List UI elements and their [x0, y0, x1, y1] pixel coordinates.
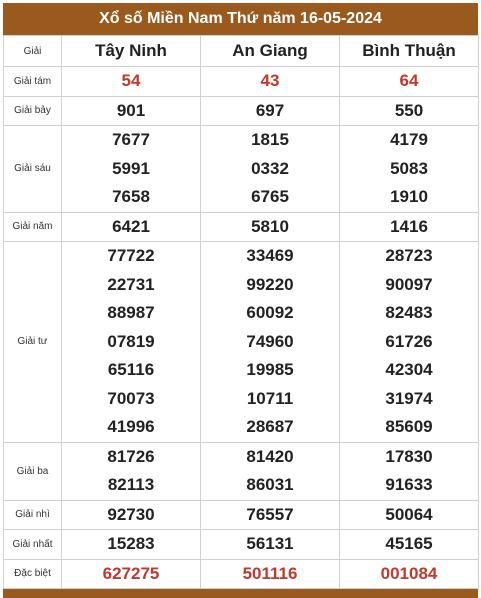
result-number: 22731 — [107, 274, 155, 294]
result-number: 10711 — [246, 388, 294, 408]
result-cell — [201, 500, 340, 530]
result-cell — [340, 242, 479, 443]
result-number: 81420 — [246, 446, 294, 466]
result-number: 31974 — [385, 388, 433, 408]
prize-column-header: Giải — [4, 36, 62, 67]
province-header-tay-ninh: Tây Ninh — [62, 36, 201, 67]
result-number: 627275 — [102, 563, 160, 583]
result-cell — [340, 67, 479, 97]
prize-rows — [4, 67, 479, 589]
result-number: 0332 — [251, 158, 289, 178]
result-number: 91633 — [385, 475, 433, 494]
result-cell — [201, 96, 340, 126]
result-number: 54 — [121, 71, 141, 90]
prize-row — [4, 500, 479, 530]
prize-row — [4, 96, 479, 126]
result-cell — [62, 559, 201, 589]
result-cell — [62, 242, 201, 443]
result-number: 17830 — [385, 446, 433, 466]
prize-row — [4, 530, 479, 560]
result-cell — [62, 212, 201, 242]
result-number: 65116 — [107, 360, 155, 379]
result-cell — [62, 67, 201, 97]
result-number: 92730 — [107, 504, 155, 524]
header-row — [4, 36, 479, 67]
result-cell — [62, 500, 201, 530]
prize-label: Giải tám — [4, 67, 62, 97]
result-number: 5083 — [390, 158, 428, 178]
result-number: 5991 — [112, 158, 150, 178]
result-number: 07819 — [107, 331, 155, 351]
result-number: 82113 — [107, 475, 155, 494]
result-number: 1815 — [251, 130, 289, 149]
result-cell — [62, 530, 201, 560]
result-number: 43 — [260, 71, 280, 90]
result-cell — [201, 530, 340, 560]
result-cell — [340, 96, 479, 126]
result-number: 90097 — [385, 274, 433, 294]
result-cell — [62, 126, 201, 213]
result-number: 50064 — [385, 504, 433, 524]
result-number: 550 — [394, 100, 424, 120]
result-cell — [201, 242, 340, 443]
result-number: 88987 — [107, 303, 155, 322]
result-number: 70073 — [107, 388, 155, 408]
result-number: 81726 — [107, 446, 155, 466]
result-number: 7658 — [112, 187, 150, 206]
result-number: 15283 — [107, 534, 155, 553]
prize-row — [4, 67, 479, 97]
result-number: 6421 — [112, 216, 150, 236]
prize-label: Giải bảy — [4, 96, 62, 126]
result-number: 60092 — [246, 303, 294, 322]
result-cell — [62, 96, 201, 126]
result-cell — [201, 559, 340, 589]
result-number: 41996 — [107, 417, 155, 436]
result-number: 901 — [116, 100, 146, 120]
result-cell — [201, 212, 340, 242]
results-panel — [3, 3, 478, 598]
result-number: 28723 — [385, 246, 433, 265]
prize-row — [4, 212, 479, 242]
result-cell — [340, 559, 479, 589]
page-title: Xổ số Miền Nam Thứ năm 16-05-2024 — [3, 3, 478, 35]
prize-label: Giải nhất — [4, 530, 62, 560]
prize-label: Giải năm — [4, 212, 62, 242]
result-number: 77722 — [107, 246, 155, 265]
result-number: 501116 — [242, 563, 298, 583]
prize-label: Giải nhì — [4, 500, 62, 530]
result-number: 4179 — [390, 130, 428, 149]
result-number: 697 — [255, 100, 285, 120]
province-header-an-giang: An Giang — [201, 36, 340, 67]
result-number: 7677 — [112, 130, 150, 149]
result-cell — [340, 500, 479, 530]
prize-label: Giải tư — [4, 242, 62, 443]
result-number: 33469 — [246, 246, 294, 265]
result-cell — [340, 126, 479, 213]
result-cell — [201, 442, 340, 500]
result-number: 82483 — [385, 303, 433, 322]
result-number: 56131 — [246, 534, 294, 553]
result-number: 5810 — [251, 216, 289, 236]
result-number: 28687 — [246, 417, 294, 436]
result-number: 61726 — [385, 331, 433, 351]
result-number: 1910 — [390, 187, 428, 206]
prize-label: Giải ba — [4, 442, 62, 500]
prize-row — [4, 442, 479, 500]
result-number: 85609 — [385, 417, 433, 436]
result-number: 74960 — [246, 331, 294, 351]
result-cell — [62, 442, 201, 500]
result-cell — [340, 530, 479, 560]
province-header-binh-thuan: Bình Thuận — [340, 36, 479, 67]
result-number: 6765 — [251, 187, 289, 206]
result-number: 19985 — [246, 360, 294, 379]
result-number: 45165 — [385, 534, 433, 553]
prize-row — [4, 242, 479, 443]
result-number: 76557 — [246, 504, 294, 524]
result-cell — [201, 126, 340, 213]
prize-row — [4, 126, 479, 213]
prize-label: Đặc biệt — [4, 559, 62, 589]
result-cell — [201, 67, 340, 97]
result-number: 001084 — [380, 563, 438, 583]
result-number: 42304 — [385, 360, 433, 379]
result-number: 86031 — [246, 475, 294, 494]
prize-label: Giải sáu — [4, 126, 62, 213]
result-number: 64 — [399, 71, 419, 90]
result-number: 1416 — [390, 216, 428, 236]
result-number: 99220 — [246, 274, 294, 294]
prize-row — [4, 559, 479, 589]
results-table — [3, 35, 479, 589]
result-cell — [340, 442, 479, 500]
result-cell — [340, 212, 479, 242]
footer-bar — [3, 589, 478, 598]
